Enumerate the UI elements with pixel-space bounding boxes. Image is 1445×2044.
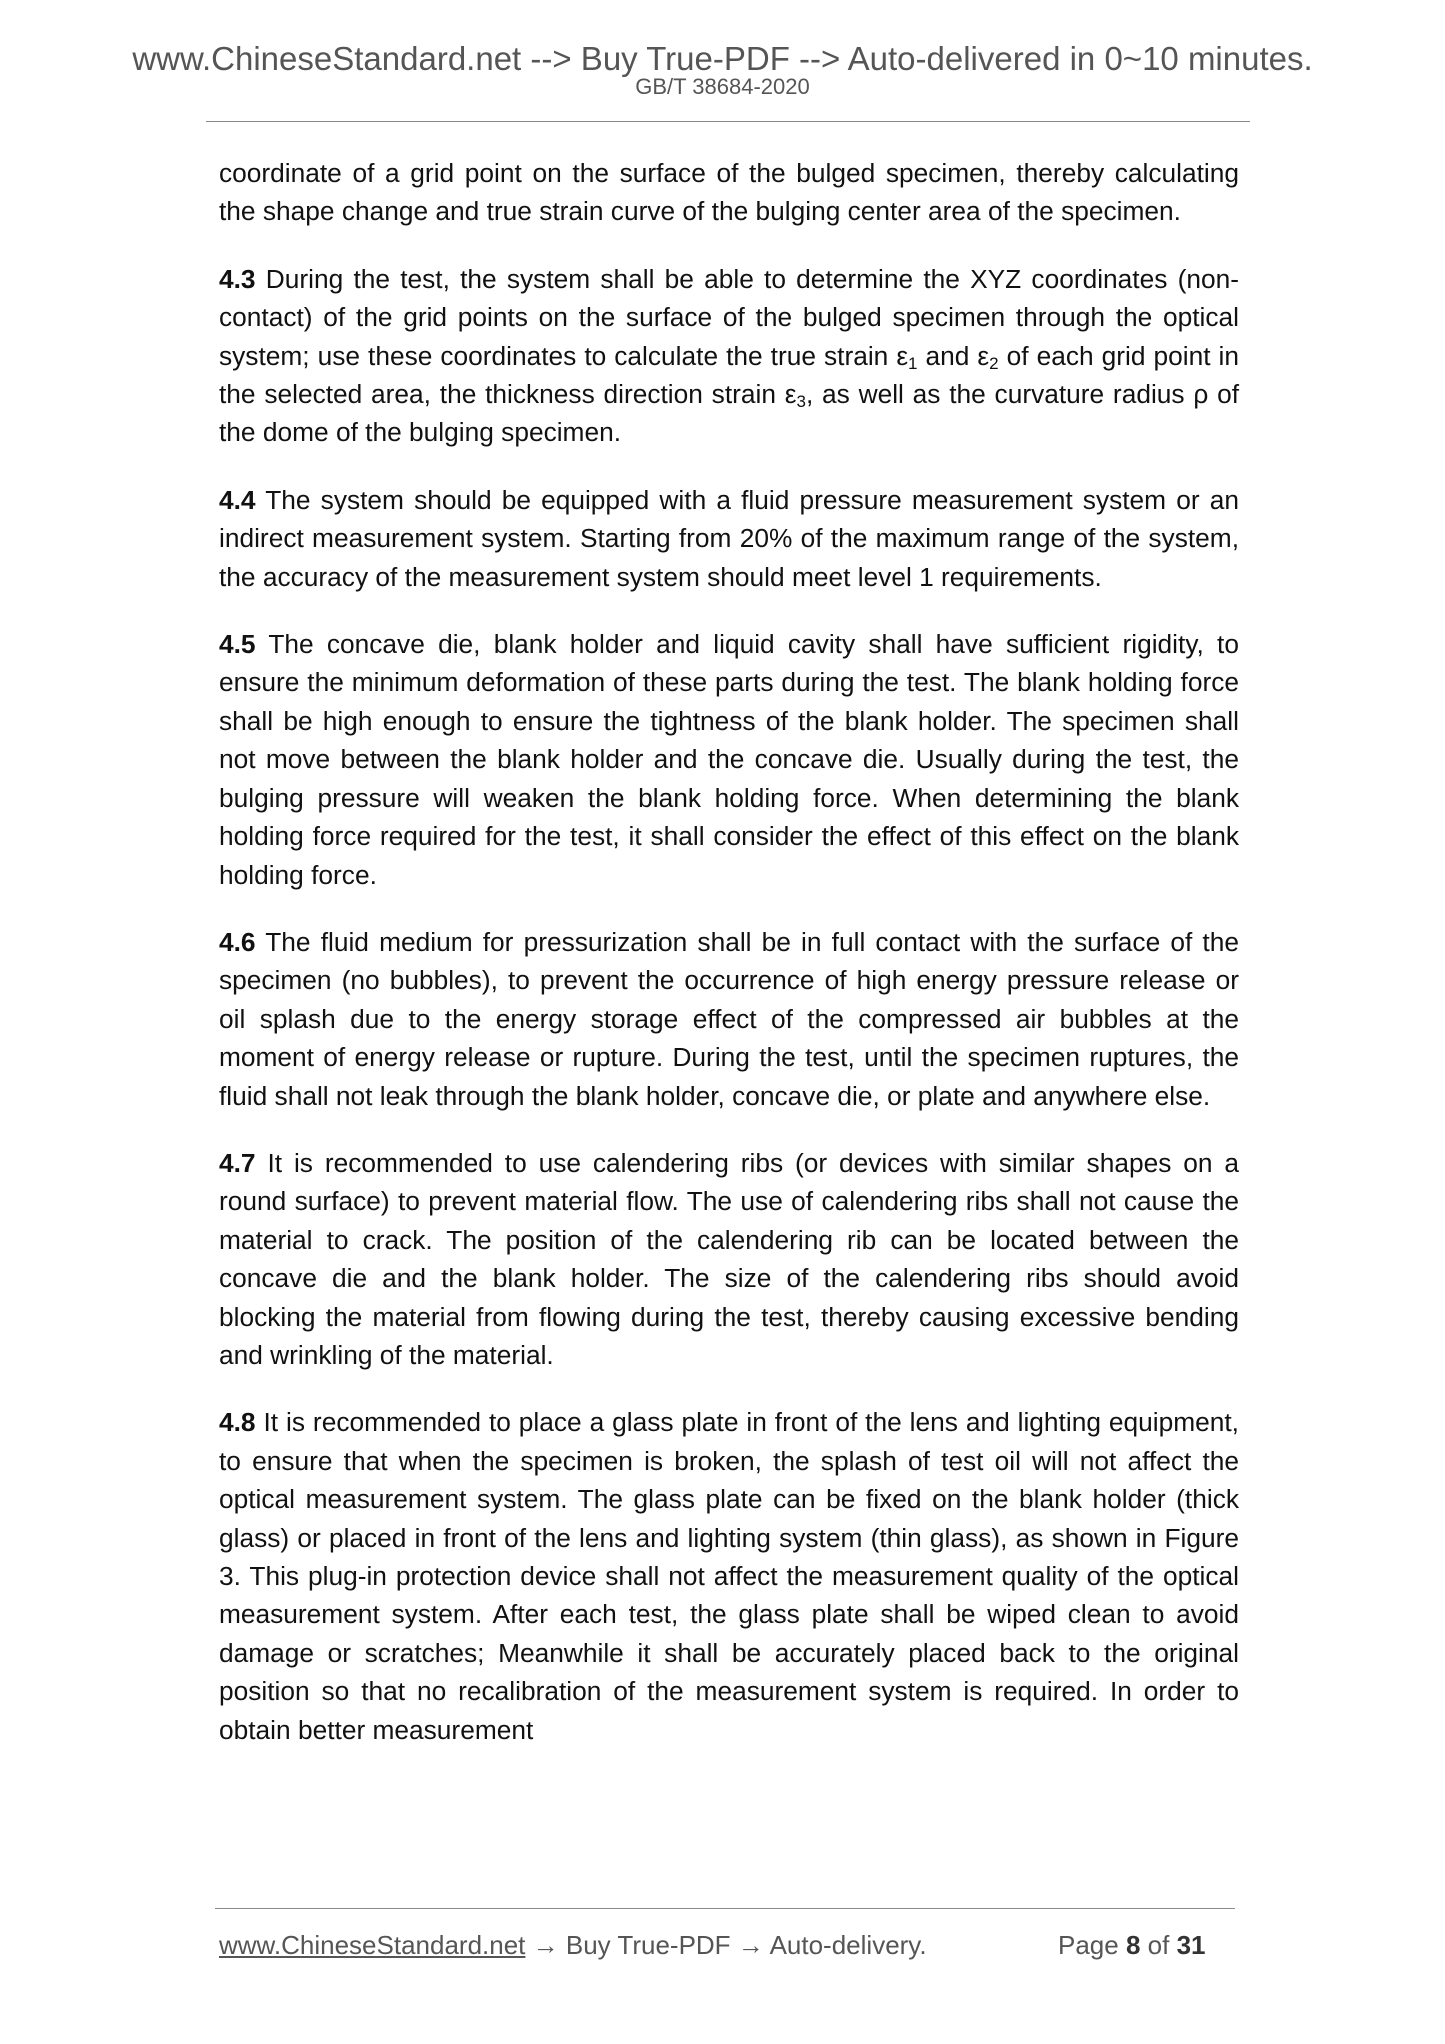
clause-text: of each grid point in the selected area, the thickness direction strain ε bbox=[219, 340, 1240, 410]
standard-code: GB/T 38684-2020 bbox=[635, 74, 810, 99]
paragraph-continuation bbox=[219, 154, 1239, 231]
clause-number: 4.3 bbox=[219, 263, 256, 294]
page-label: Page bbox=[1058, 1930, 1126, 1960]
clause-text: It is recommended to place a glass plate in front of the lens and lighting equipment, to ensure that when the specimen is broken, the splash of test oil will not affect the optical measurement system. The glass plate can be fixed on the blank holder (thick glass) or placed in front of the lens and lighting system (thin glass), as shown in Figure 3. This plug-in protection device shall not affect the measurement quality of the optical measurement system. After each test, the glass plate shall be wiped clean to avoid damage or scratches; Meanwhile it shall be accurately placed back to the original position so that no recalibration of the measurement system is required. In order to obtain better measurement bbox=[219, 1407, 1239, 1745]
clause-text: The fluid medium for pressurization shall be in full contact with the surface of the specimen (no bubbles), to prevent the occurrence of high energy pressure release or oil splash due to the energy storage effect of the compressed air bubbles at the moment of energy release or rupture. During the test, until the specimen ruptures, the fluid shall not leak through the blank holder, concave die, or plate and anywhere else. bbox=[219, 926, 1239, 1111]
clause-number: 4.8 bbox=[219, 1407, 256, 1438]
clause-4-4 bbox=[219, 481, 1239, 596]
clause-text: During the test, the system shall be able to determine the XYZ coordinates (non-contact) of the grid points on the surface of the bulged specimen through the optical system; use these coordinates to calculate the true strain ε bbox=[219, 263, 1239, 371]
clause-number: 4.7 bbox=[219, 1147, 256, 1178]
subscript: 3 bbox=[796, 392, 806, 412]
clause-4-7 bbox=[219, 1144, 1239, 1374]
clause-4-3 bbox=[219, 260, 1239, 452]
footer-promo-text: → Buy True-PDF → Auto-delivery. bbox=[525, 1930, 927, 1960]
clause-text: , as well as the curvature radius ρ of the dome of the bulging specimen. bbox=[219, 379, 1240, 448]
header-banner: www.ChineseStandard.net --> Buy True-PDF --> Auto-delivered in 0~10 minutes. bbox=[132, 40, 1313, 77]
footer-site-link[interactable]: www.ChineseStandard.net bbox=[219, 1930, 526, 1960]
page-indicator bbox=[1058, 1929, 1205, 1961]
clause-4-6 bbox=[219, 923, 1239, 1115]
clause-text: The system should be equipped with a fluid pressure measurement system or an indirect measurement system. Starting from 20% of the maximum range of the system, the accuracy of the measurement system should meet level 1 requirements. bbox=[219, 484, 1239, 592]
footer-divider bbox=[215, 1908, 1235, 1909]
total-pages: 31 bbox=[1176, 1930, 1206, 1960]
clause-number: 4.5 bbox=[219, 629, 256, 660]
clause-4-5 bbox=[219, 625, 1239, 894]
clause-text: It is recommended to use calendering ribs (or devices with similar shapes on a round surface) to prevent material flow. The use of calendering ribs shall not cause the material to crack. The position of the calendering rib can be located between the concave die and the blank holder. The size of the calendering ribs should avoid blocking the material from flowing during the test, thereby causing excessive bending and wrinkling of the material. bbox=[219, 1147, 1239, 1370]
clause-text: and ε bbox=[917, 340, 990, 371]
clause-number: 4.4 bbox=[219, 484, 256, 515]
subscript: 2 bbox=[989, 353, 999, 373]
footer-promo bbox=[219, 1929, 927, 1961]
of-label: of bbox=[1140, 1930, 1177, 1960]
clause-number: 4.6 bbox=[219, 926, 256, 957]
clause-4-8 bbox=[219, 1403, 1239, 1749]
paragraph-text: coordinate of a grid point on the surface of the bulged specimen, thereby calculating the shape change and true strain curve of the bulging center area of the specimen. bbox=[219, 158, 1239, 227]
clause-text: The concave die, blank holder and liquid cavity shall have sufficient rigidity, to ensure the minimum deformation of these parts during the test. The blank holding force shall be high enough to ensure the tightness of the blank holder. The specimen shall not move between the blank holder and the concave die. Usually during the test, the bulging pressure will weaken the blank holding force. When determining the blank holding force required for the test, it shall consider the effect of this effect on the blank holding force. bbox=[219, 629, 1239, 890]
document-body bbox=[219, 154, 1239, 1778]
header-divider bbox=[206, 121, 1250, 122]
page-number: 8 bbox=[1125, 1930, 1141, 1960]
subscript: 1 bbox=[908, 353, 918, 373]
